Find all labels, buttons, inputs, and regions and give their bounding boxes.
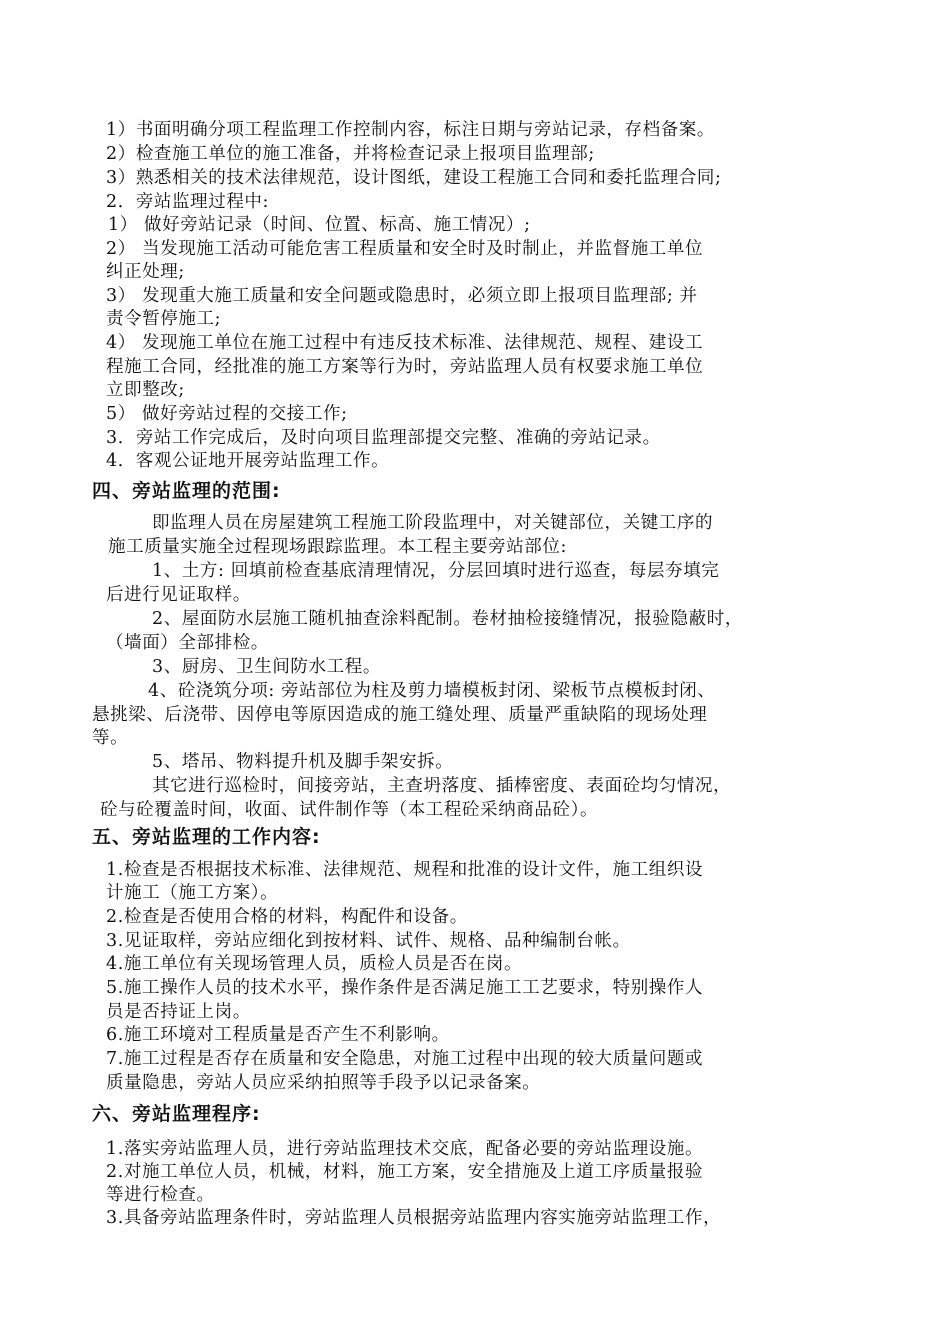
text-line: 其它进行巡检时，间接旁站，主查坍落度、插棒密度、表面砼均匀情况， [152,776,732,796]
text-line: 1.落实旁站监理人员，进行旁站监理技术交底，配备必要的旁站监理设施。 [106,1139,704,1159]
section-heading: 五、旁站监理的工作内容: [92,826,321,848]
text-line: 4、砼浇筑分项: 旁站部位为柱及剪力墙模板封闭、梁板节点模板封闭、 [148,681,716,701]
text-line: 2.对施工单位人员，机械，材料，施工方案，安全措施及上道工序质量报验 [106,1162,704,1182]
text-line: 等。 [92,728,129,748]
section-heading: 六、旁站监理程序: [92,1103,261,1125]
text-line: 等进行检查。 [106,1185,215,1205]
text-line: 4） 发现施工单位在施工过程中有违反技术标准、法律规范、规程、建设工 [106,333,704,353]
text-line: 5.施工操作人员的技术水平，操作条件是否满足施工工艺要求，特别操作人 [106,978,704,998]
text-line: 员是否持证上岗。 [106,1002,251,1022]
text-line: （墙面）全部排检。 [106,633,269,653]
text-line: 6.施工环境对工程质量是否产生不利影响。 [106,1025,450,1045]
text-line: 5、塔吊、物料提升机及脚手架安拆。 [152,752,454,772]
text-line: 4．客观公证地开展旁站监理工作。 [106,451,390,471]
text-line: 7.施工过程是否存在质量和安全隐患，对施工过程中出现的较大质量问题或 [106,1049,704,1069]
text-line: 程施工合同，经批准的施工方案等行为时，旁站监理人员有权要求施工单位 [106,357,704,377]
text-line: 立即整改; [106,380,185,400]
text-line: 3.具备旁站监理条件时，旁站监理人员根据旁站监理内容实施旁站监理工作， [106,1208,722,1228]
text-line: 施工质量实施全过程现场跟踪监理。本工程主要旁站部位: [108,537,567,557]
text-line: 3．旁站工作完成后，及时向项目监理部提交完整、准确的旁站记录。 [106,428,661,448]
text-line: 纠正处理; [106,262,185,282]
text-line: 1） 做好旁站记录（时间、位置、标高、施工情况）; [108,215,531,235]
text-line: 3.见证取样，旁站应细化到按材料、试件、规格、品种编制台帐。 [106,931,631,951]
text-line: 质量隐患，旁站人员应采纳拍照等手段予以记录备案。 [106,1073,541,1093]
section-heading: 四、旁站监理的范围: [92,480,281,502]
text-line: 3） 发现重大施工质量和安全问题或隐患时，必须立即上报项目监理部; 并 [106,286,698,306]
text-line: 2） 当发现施工活动可能危害工程质量和安全时及时制止，并监督施工单位 [106,239,704,259]
text-line: 2）检查施工单位的施工准备，并将检查记录上报项目监理部; [106,144,595,164]
text-line: 2、屋面防水层施工随机抽查涂料配制。卷材抽检接缝情况，报验隐蔽时， [152,609,743,629]
text-line: 4.施工单位有关现场管理人员，质检人员是否在岗。 [106,954,523,974]
text-line: 1）书面明确分项工程监理工作控制内容，标注日期与旁站记录，存档备案。 [106,120,716,140]
text-line: 1.检查是否根据技术标准、法律规范、规程和批准的设计文件，施工组织设 [106,860,704,880]
text-line: 计施工（施工方案）。 [106,883,279,903]
text-line: 砼与砼覆盖时间，收面、试件制作等（本工程砼采纳商品砼）。 [100,800,599,820]
text-line: 1、土方: 回填前检查基底清理情况，分层回填时进行巡查，每层夯填完 [152,561,720,581]
text-line: 3、厨房、卫生间防水工程。 [152,657,381,677]
text-line: 2．旁站监理过程中: [106,192,270,212]
text-line: 悬挑梁、后浇带、因停电等原因造成的施工缝处理、质量严重缺陷的现场处理 [92,705,708,725]
text-line: 责令暂停施工; [106,309,222,329]
text-line: 后进行见证取样。 [106,585,251,605]
text-line: 5） 做好旁站过程的交接工作; [106,404,348,424]
text-line: 2.检查是否使用合格的材料，构配件和设备。 [106,907,468,927]
text-line: 即监理人员在房屋建筑工程施工阶段监理中，对关键部位，关键工序的 [152,513,714,533]
text-line: 3）熟悉相关的技术法律规范，设计图纸，建设工程施工合同和委托监理合同; [106,168,722,188]
